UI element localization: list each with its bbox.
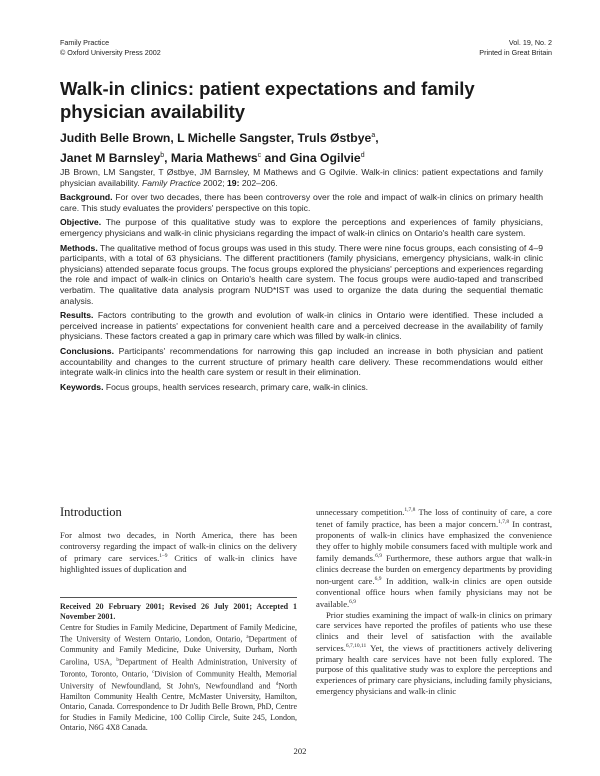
citation-pages: 202–206. [239, 177, 278, 188]
citation-volume: 19: [227, 177, 240, 188]
author-barnsley: Janet M Barnsley [60, 151, 161, 166]
conclusions-label: Conclusions. [60, 345, 114, 356]
intro-p1-text-b: Critics of walk-in clinics have highlighted issues of duplication and [60, 553, 297, 574]
abstract-methods [60, 243, 543, 307]
ref-sup: 1,7,8 [498, 519, 510, 526]
results-label: Results. [60, 310, 94, 321]
author-ogilvie: and Gina Ogilvie [261, 151, 361, 166]
abstract-results [60, 310, 543, 342]
conclusions-text: Participants' recommendations for narrowing this gap included an increase in both physician and patient accountability and changes to the current structure of primary health care delivery. These recommendations would either integrate walk-in clinics into the health care system or result in their elimination. [60, 345, 543, 378]
citation-journal: Family Practice [142, 177, 201, 188]
background-label: Background. [60, 192, 113, 203]
abstract-conclusions [60, 346, 543, 378]
footnote [60, 597, 297, 734]
left-column [60, 505, 297, 574]
copyright: © Oxford University Press 2002 [60, 47, 161, 57]
methods-text: The qualitative method of focus groups was used in this study. There were nine focus groups, each consisting of 4–9 participants, with a total of 63 physicians. The different practitioners (family physicians, emergency physicians, walk-in clinic physicians) attended separate focus groups. The focus groups explored the physicians' perceptions and experiences regarding the role and impact of walk-in clinics on Ontario's health care system. The focus groups were audio-taped and transcribed verbatim. The qualitative data analysis program NUD*IST was used to organize the data during the sequential thematic analysis. [60, 242, 543, 306]
objective-label: Objective. [60, 217, 102, 228]
methods-label: Methods. [60, 242, 98, 253]
citation [60, 167, 543, 188]
affil-sup: c [152, 669, 155, 675]
ref-sup: 6,7,10,11 [345, 643, 367, 650]
ref-sup: 6,9 [374, 576, 382, 583]
page-number: 202 [293, 746, 307, 756]
printed-info: Printed in Great Britain [479, 47, 552, 57]
ref-sup: 1–9 [159, 553, 168, 560]
intro-paragraph-1 [60, 530, 297, 574]
affiliations [60, 623, 297, 734]
text: Yet, the views of practitioners actively delivering primary health care services have not been fully explored. The purpose of this qualitative study was to explore the perceptions and experiences of primary care physicians, including family physicians, emergency physicians and walk-in clinic [316, 643, 553, 696]
received-dates: Received 20 February 2001; Revised 26 July 2001; Accepted 1 November 2001. [60, 602, 297, 622]
citation-year: 2002; [200, 177, 228, 188]
journal-header [60, 38, 161, 57]
text: Prior studies examining the impact of walk-in clinics on primary care services have reported the profiles of patients who use these clinics and their level of satisfaction with the available services. [316, 609, 552, 654]
intro-p1-text: For almost two decades, in North America, there has been controversy regarding the impact of walk-in clinics on the delivery of primary care services. [60, 530, 297, 564]
journal-name: Family Practice [60, 38, 110, 47]
results-text: Factors contributing to the growth and evolution of walk-in clinics in Ontario were identified. These included a perceived increase in patients' expectations for convenient health care and a perceived decrease in the availability of family physicians. These factors created a gap in primary care which was filled by walk-in clinics. [60, 310, 543, 342]
affil-3: Department of Health Administration, University of Toronto, Toronto, Ontario, [60, 657, 297, 679]
affil-sup: d [275, 681, 279, 687]
keywords-label: Keywords. [60, 381, 104, 392]
abstract-keywords [60, 382, 543, 393]
affil-sup-d: d [360, 152, 365, 160]
intro-paragraph-2 [316, 610, 552, 697]
affil-sup-c: c [257, 152, 262, 160]
volume-header [479, 38, 552, 57]
text: In addition, walk-in clinics are open outside conventional office hours when family physicians may not be available. [316, 576, 552, 610]
author-list [60, 127, 540, 167]
affil-1: Centre for Studies in Family Medicine, Department of Family Medicine, The University of Western Ontario, London, Ontario, [60, 622, 297, 644]
text: Furthermore, these authors argue that walk-in clinics decrease the burden on emergency departments by providing non-urgent care. [316, 552, 552, 586]
text: In contrast, proponents of walk-in clinics have emphasized the convenience they offer to highly mobile consumers faced with multiple work and family demands. [316, 519, 552, 563]
section-heading-introduction: Introduction [60, 505, 122, 519]
affil-sup-b: b [160, 152, 165, 160]
author-names-1: Judith Belle Brown, L Michelle Sangster, Truls Østbye [60, 131, 372, 146]
intro-paragraph-1-cont [316, 505, 552, 610]
abstract-objective [60, 217, 543, 238]
abstract [60, 167, 543, 396]
abstract-background [60, 192, 543, 213]
ref-sup: 6,9 [375, 553, 382, 560]
affil-sup: b [116, 657, 119, 663]
volume-info: Vol. 19, No. 2 [508, 38, 552, 47]
author-mathews: , Maria Mathews [164, 151, 258, 166]
text: unnecessary competition. [316, 506, 405, 517]
affil-5: North Hamilton Community Health Centre, McMaster University, Hamilton, Ontario, Canada. Correspondence to Dr Judith Belle Brown, PhD, Centre for Studies in Family Medicine, 100 Collip Circle, Suite 245, London, Ontario, N6G 4X8 Canada. [60, 681, 297, 733]
right-column [316, 505, 552, 696]
keywords-text: Focus groups, health services research, primary care, walk-in clinics. [103, 381, 369, 392]
affil-sup: a [246, 635, 249, 641]
article-title: Walk-in clinics: patient expectations and family physician availability [60, 78, 475, 122]
affil-sup-a: a [371, 132, 376, 139]
background-text: For over two decades, there has been controversy over the role and impact of walk-in clinics on primary health care. This study evaluates the providers' perspective on this topic. [60, 192, 543, 213]
objective-text: The purpose of this qualitative study was to explore the perceptions and experiences of family physicians, emergency physicians and walk-in clinic physicians regarding the impact of walk-in clinics on Ontario's health care system. [60, 217, 543, 238]
citation-text: JB Brown, LM Sangster, T Østbye, JM Barnsley, M Mathews and G Ogilvie. Walk-in clinics: patient expectations and family physician availability. [60, 167, 543, 188]
affil-4: Division of Community Health, Memorial University of Newfoundland, St John's, Newfoundland and [60, 669, 297, 691]
affil-2: Department of Community and Family Medicine, Duke University, Durham, North Carolina, USA, [60, 634, 297, 667]
text: The loss of continuity of care, a core tenet of family practice, has been a major concern. [316, 506, 552, 530]
ref-sup: 6,9 [349, 599, 357, 606]
ref-sup: 1,7,8 [404, 507, 416, 513]
author-sep: , [375, 131, 379, 146]
